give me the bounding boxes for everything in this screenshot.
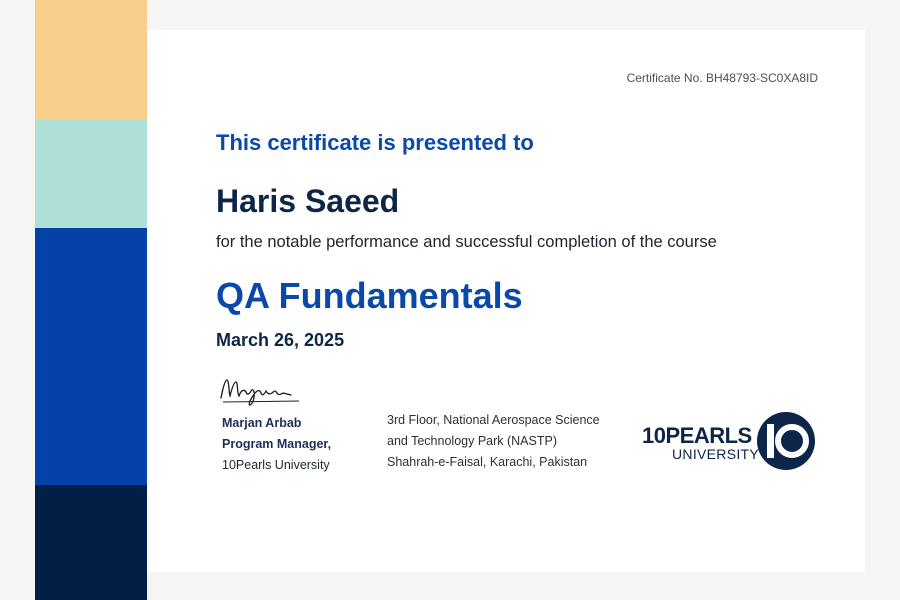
decorative-stripe-blue xyxy=(35,228,147,485)
address-line-2: and Technology Park (NASTP) xyxy=(387,434,557,448)
certificate-description: for the notable performance and successful completion of the course xyxy=(216,233,717,251)
10pearls-university-logo xyxy=(642,411,817,471)
certificate-number: Certificate No. BH48793-SC0XA8ID xyxy=(626,71,818,85)
10pearls-logo-icon xyxy=(756,411,816,471)
recipient-name: Haris Saeed xyxy=(216,183,400,219)
signer-name: Marjan Arbab xyxy=(222,416,302,430)
signature-image xyxy=(217,374,303,408)
decorative-stripe-navy xyxy=(35,485,147,600)
address-block xyxy=(387,410,600,473)
certificate-heading: This certificate is presented to xyxy=(216,130,534,155)
completion-date: March 26, 2025 xyxy=(216,330,345,350)
course-title: QA Fundamentals xyxy=(216,275,523,316)
signer-organization: 10Pearls University xyxy=(222,458,330,472)
decorative-stripe-mint xyxy=(35,120,147,228)
logo-subtitle: UNIVERSITY xyxy=(672,446,760,462)
decorative-stripe-yellow xyxy=(35,0,147,120)
address-line-1: 3rd Floor, National Aerospace Science xyxy=(387,413,600,427)
logo-wordmark: 10PEARLS xyxy=(642,423,752,448)
certificate-card xyxy=(147,30,865,572)
signer-title: Program Manager, xyxy=(222,437,332,451)
address-line-3: Shahrah-e-Faisal, Karachi, Pakistan xyxy=(387,455,588,469)
signer-block xyxy=(222,413,331,476)
